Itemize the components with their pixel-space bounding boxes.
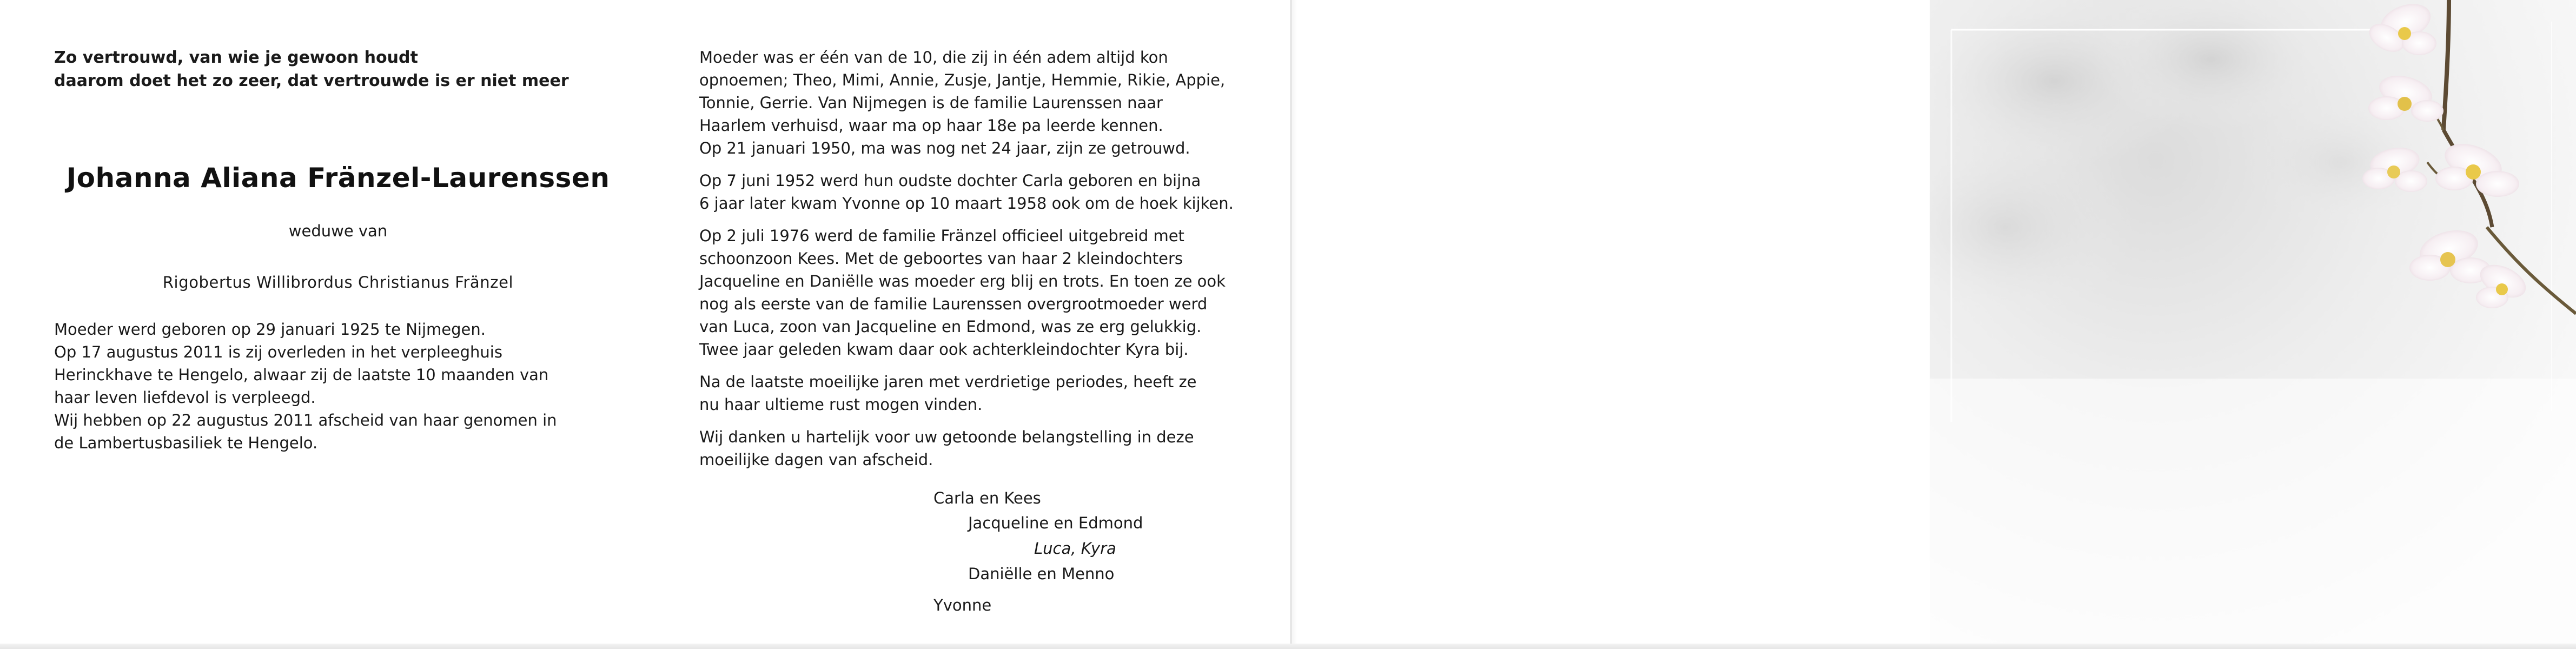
story-line: Moeder was er één van de 10, die zij in één adem altijd kon xyxy=(699,48,1168,67)
motto-line-2: daarom doet het zo zeer, dat vertrouwde is er niet meer xyxy=(54,71,569,90)
story-line: nu haar ultieme rust mogen vinden. xyxy=(699,395,983,414)
signature-yvonne: Yvonne xyxy=(933,596,992,614)
motto-line-1: Zo vertrouwd, van wie je gewoon houdt xyxy=(54,48,418,67)
widow-of-label: weduwe van xyxy=(288,222,388,240)
story-line: opnoemen; Theo, Mimi, Annie, Zusje, Jantje, Hemmie, Rikie, Appie, xyxy=(699,71,1226,89)
story-line: Jacqueline en Daniëlle was moeder erg blij en trots. En toen ze ook xyxy=(699,272,1226,290)
bio-line: de Lambertusbasiliek te Hengelo. xyxy=(54,434,318,452)
paragraph-family xyxy=(699,46,1283,160)
story-line: Haarlem verhuisd, waar ma op haar 18e pa leerde kennen. xyxy=(699,116,1163,135)
bio-line: Herinckhave te Hengelo, alwaar zij de laatste 10 maanden van xyxy=(54,366,549,384)
bio-line: Moeder werd geboren op 29 januari 1925 te Nijmegen. xyxy=(54,320,486,339)
signature-luca-kyra: Luca, Kyra xyxy=(1034,539,1116,558)
paragraph-thanks xyxy=(699,426,1283,471)
deceased-name: Johanna Aliana Fränzel-Laurenssen xyxy=(66,162,610,194)
bio-line: Op 17 augustus 2011 is zij overleden in het verpleeghuis xyxy=(54,343,502,361)
biography xyxy=(54,318,622,454)
orchid-photo xyxy=(1930,0,2576,644)
story-line: Wij danken u hartelijk voor uw getoonde belangstelling in deze xyxy=(699,428,1194,446)
story-line: Op 2 juli 1976 werd de familie Fränzel officieel uitgebreid met xyxy=(699,227,1184,245)
signature-carla-kees: Carla en Kees xyxy=(933,489,1041,507)
story-line: Op 7 juni 1952 werd hun oudste dochter Carla geboren en bijna xyxy=(699,171,1201,190)
life-story xyxy=(699,46,1283,481)
paragraph-daughters xyxy=(699,169,1283,215)
story-line: schoonzoon Kees. Met de geboortes van haar 2 kleindochters xyxy=(699,249,1183,268)
story-line: moeilijke dagen van afscheid. xyxy=(699,451,933,469)
story-line: Op 21 januari 1950, ma was nog net 24 jaar, zijn ze getrouwd. xyxy=(699,139,1190,157)
story-line: nog als eerste van de familie Laurenssen overgrootmoeder werd xyxy=(699,295,1208,313)
story-line: 6 jaar later kwam Yvonne op 10 maart 1958 ook om de hoek kijken. xyxy=(699,194,1234,213)
bottom-edge xyxy=(0,644,2576,649)
story-line: Twee jaar geleden kwam daar ook achterkleindochter Kyra bij. xyxy=(699,340,1189,359)
husband-name: Rigobertus Willibrordus Christianus Fränzel xyxy=(162,273,514,292)
signature-danielle-menno: Daniëlle en Menno xyxy=(968,565,1115,583)
fold-shadow xyxy=(1292,0,1297,649)
orchid-photo-icon xyxy=(1930,0,2576,644)
story-line: van Luca, zoon van Jacqueline en Edmond, was ze erg gelukkig. xyxy=(699,317,1202,336)
paragraph-grandchildren xyxy=(699,224,1283,361)
motto xyxy=(54,46,622,92)
bio-line: Wij hebben op 22 augustus 2011 afscheid van haar genomen in xyxy=(54,411,557,429)
signature-jacqueline-edmond: Jacqueline en Edmond xyxy=(968,514,1143,532)
bio-line: haar leven liefdevol is verpleegd. xyxy=(54,388,316,407)
story-line: Tonnie, Gerrie. Van Nijmegen is de familie Laurenssen naar xyxy=(699,94,1163,112)
paragraph-rest xyxy=(699,370,1283,416)
story-line: Na de laatste moeilijke jaren met verdrietige periodes, heeft ze xyxy=(699,373,1197,391)
